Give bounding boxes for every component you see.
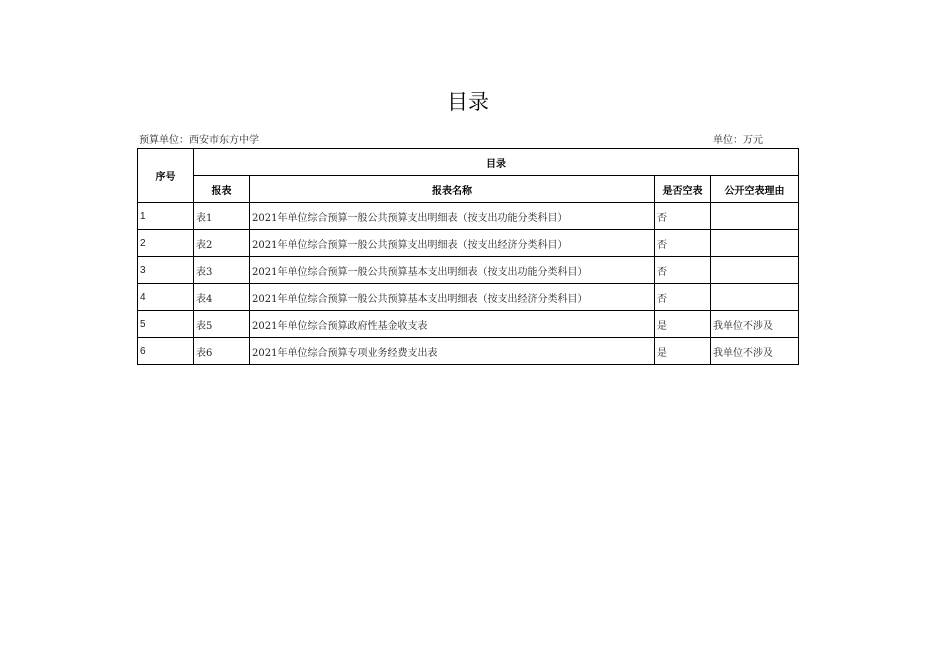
cell-report: 表1 — [194, 203, 250, 230]
cell-report: 表4 — [194, 284, 250, 311]
header-row-top — [138, 149, 799, 176]
cell-is-empty: 是 — [655, 338, 711, 365]
cell-reason — [711, 284, 799, 311]
page-title: 目录 — [447, 90, 489, 114]
cell-report: 表3 — [194, 257, 250, 284]
cell-is-empty: 是 — [655, 311, 711, 338]
table-row — [138, 311, 799, 338]
header-group: 目录 — [194, 149, 799, 176]
table-row — [138, 338, 799, 365]
cell-is-empty: 否 — [655, 203, 711, 230]
cell-seq: 3 — [138, 257, 194, 284]
cell-reason — [711, 203, 799, 230]
cell-seq: 2 — [138, 230, 194, 257]
cell-name: 2021年单位综合预算一般公共预算支出明细表（按支出功能分类科目） — [250, 203, 655, 230]
cell-name: 2021年单位综合预算一般公共预算支出明细表（按支出经济分类科目） — [250, 230, 655, 257]
table-row — [138, 230, 799, 257]
header-report: 报表 — [194, 176, 250, 203]
header-name: 报表名称 — [250, 176, 655, 203]
currency-unit-label: 单位：万元 — [713, 135, 763, 146]
cell-report: 表5 — [194, 311, 250, 338]
cell-seq: 1 — [138, 203, 194, 230]
cell-is-empty: 否 — [655, 230, 711, 257]
table-row — [138, 284, 799, 311]
cell-reason: 我单位不涉及 — [711, 311, 799, 338]
cell-reason: 我单位不涉及 — [711, 338, 799, 365]
header-row-bottom — [138, 176, 799, 203]
cell-name: 2021年单位综合预算一般公共预算基本支出明细表（按支出经济分类科目） — [250, 284, 655, 311]
cell-seq: 4 — [138, 284, 194, 311]
table-row — [138, 203, 799, 230]
cell-is-empty: 否 — [655, 284, 711, 311]
budget-unit-label: 预算单位：西安市东方中学 — [139, 135, 259, 146]
cell-reason — [711, 257, 799, 284]
cell-is-empty: 否 — [655, 257, 711, 284]
cell-report: 表2 — [194, 230, 250, 257]
header-is-empty: 是否空表 — [655, 176, 711, 203]
cell-name: 2021年单位综合预算政府性基金收支表 — [250, 311, 655, 338]
cell-name: 2021年单位综合预算专项业务经费支出表 — [250, 338, 655, 365]
table-row — [138, 257, 799, 284]
header-seq: 序号 — [138, 149, 194, 203]
cell-reason — [711, 230, 799, 257]
cell-report: 表6 — [194, 338, 250, 365]
cell-name: 2021年单位综合预算一般公共预算基本支出明细表（按支出功能分类科目） — [250, 257, 655, 284]
header-reason: 公开空表理由 — [711, 176, 799, 203]
cell-seq: 6 — [138, 338, 194, 365]
toc-table — [137, 148, 799, 365]
cell-seq: 5 — [138, 311, 194, 338]
